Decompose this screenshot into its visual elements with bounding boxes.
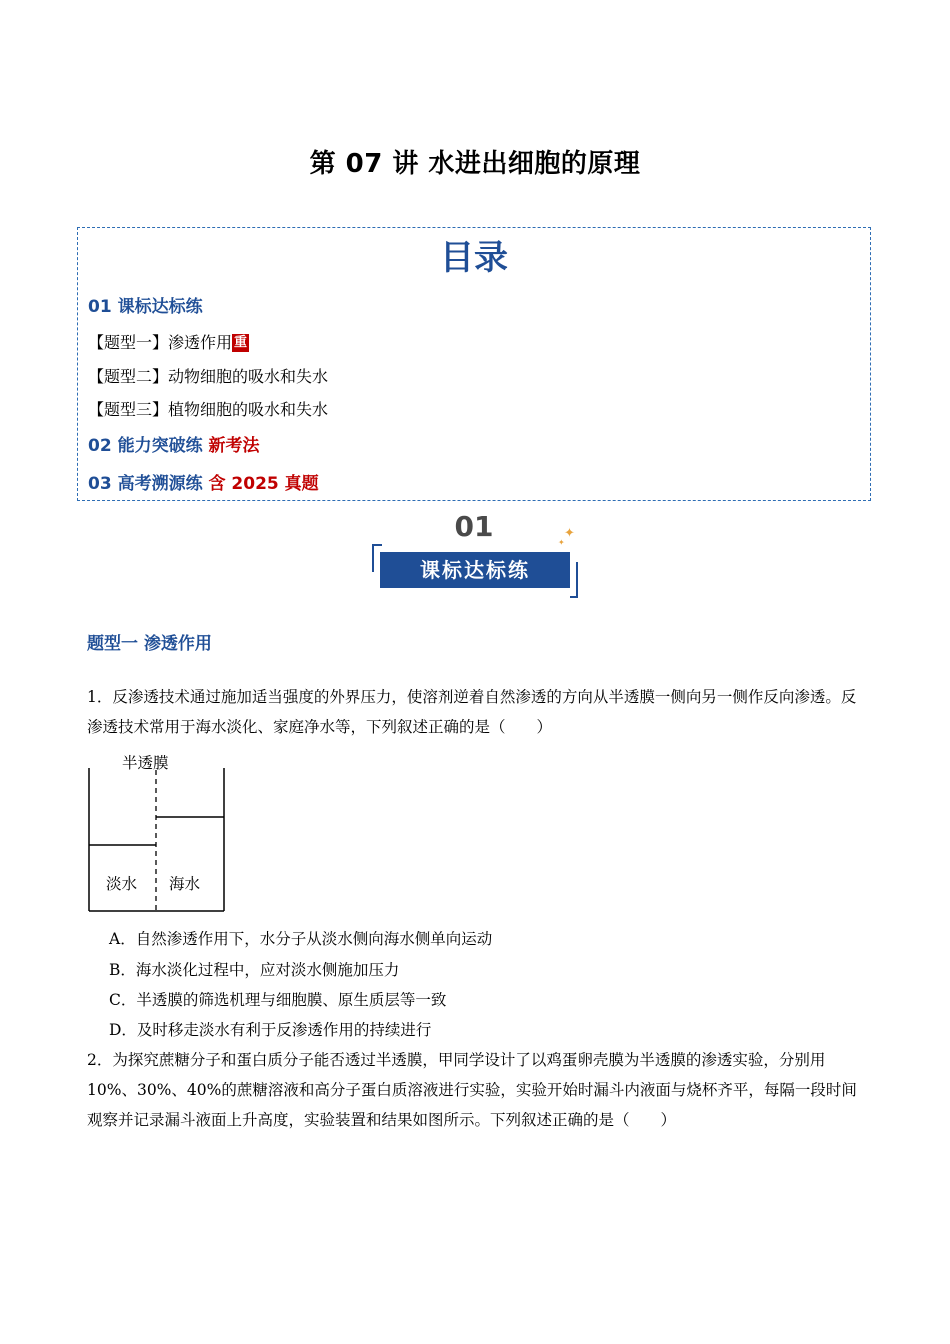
- question-1-option-b[interactable]: B．海水淡化过程中，应对淡水侧施加压力: [109, 961, 400, 979]
- section-banner: [372, 510, 582, 592]
- osmosis-diagram: [84, 748, 234, 920]
- key-badge: 重: [234, 335, 248, 350]
- toc-item-2[interactable]: [88, 364, 328, 387]
- toc-heading: 目录: [440, 238, 508, 278]
- page-title: 第 07 讲 水进出细胞的原理: [309, 149, 641, 179]
- toc-section-tag: 新考法: [208, 436, 260, 456]
- toc-section-1[interactable]: [88, 292, 203, 317]
- question-1-stem: 1．反渗透技术通过施加适当强度的外界压力，使溶剂逆着自然渗透的方向从半透膜一侧向另一侧作反向渗透。反渗透技术常用于海水淡化、家庭净水等，下列叙述正确的是（ ）: [87, 688, 857, 736]
- section-title: 题型一 渗透作用: [87, 634, 212, 654]
- seawater-label: 海水: [169, 875, 201, 893]
- toc-section-label: 03 高考溯源练: [88, 474, 203, 494]
- toc-item-label: 【题型二】动物细胞的吸水和失水: [88, 367, 329, 386]
- toc-item-label: 【题型三】植物细胞的吸水和失水: [88, 400, 329, 419]
- toc-section-2[interactable]: [88, 431, 260, 456]
- toc-section-tag: 含 2025 真题: [208, 474, 319, 494]
- question-1-option-c[interactable]: C．半透膜的筛选机理与细胞膜、原生质层等一致: [109, 991, 447, 1009]
- membrane-label: 半透膜: [122, 754, 169, 772]
- toc-item-label: 【题型一】渗透作用: [88, 333, 233, 352]
- sparkle-icon: ✦: [558, 538, 565, 547]
- table-of-contents: [77, 227, 871, 501]
- banner-bracket-right: [570, 562, 578, 598]
- question-2-stem: 2．为探究蔗糖分子和蛋白质分子能否透过半透膜，甲同学设计了以鸡蛋卵壳膜为半透膜的渗透实验，分别用 10%、30%、40%的蔗糖溶液和高分子蛋白质溶液进行实验，实验开始时漏斗内液面与烧杯齐平，每隔一段时间观察并记录漏斗液面上升高度，实验装置和结果如图所示。下列叙述正确的是（ ）: [87, 1051, 857, 1129]
- toc-item-3[interactable]: [88, 397, 328, 420]
- sparkle-icon: ✦: [564, 526, 575, 541]
- banner-number: 01: [454, 510, 494, 543]
- question-1-option-d[interactable]: D．及时移走淡水有利于反渗透作用的持续进行: [109, 1021, 432, 1039]
- toc-item-1[interactable]: [88, 330, 249, 353]
- toc-section-label: 01 课标达标练: [88, 297, 203, 317]
- freshwater-label: 淡水: [106, 875, 138, 893]
- question-1-option-a[interactable]: A．自然渗透作用下，水分子从淡水侧向海水侧单向运动: [109, 930, 493, 948]
- toc-section-label: 02 能力突破练: [88, 436, 203, 456]
- toc-section-3[interactable]: [88, 469, 319, 494]
- banner-label: 课标达标练: [380, 552, 570, 588]
